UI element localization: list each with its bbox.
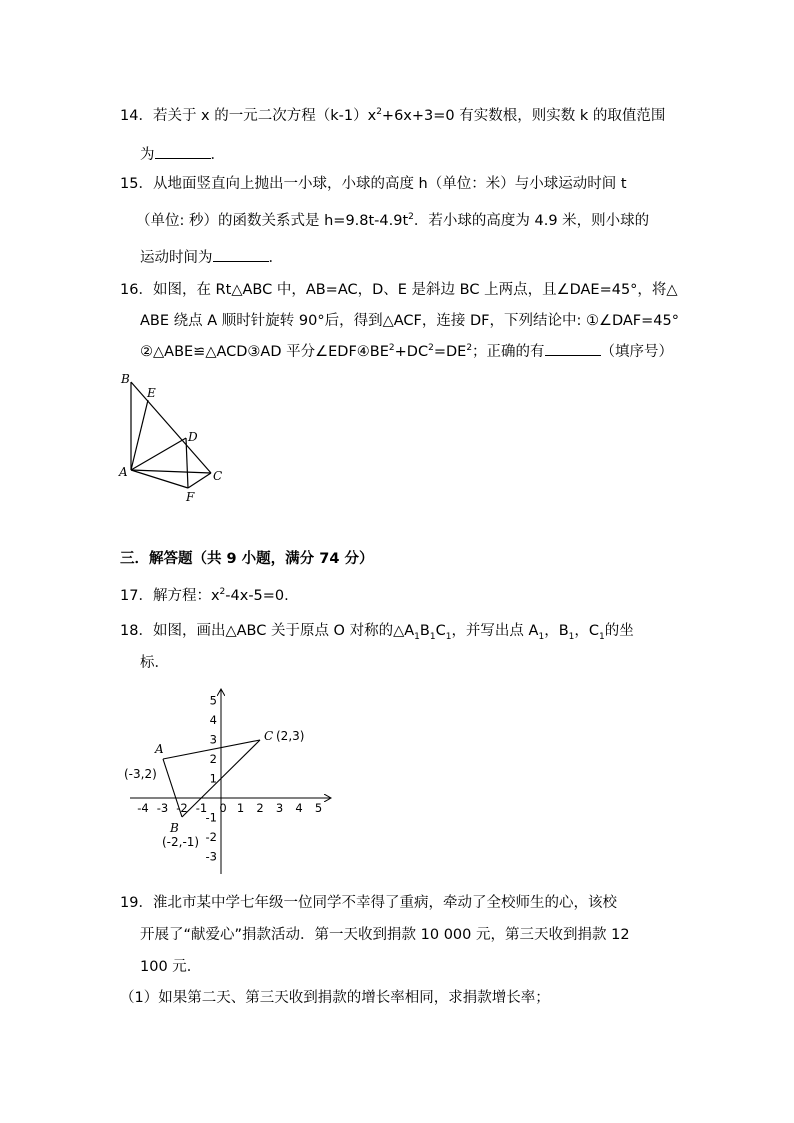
q14-line2: 为 ．	[140, 144, 225, 165]
point-c-label: C	[264, 729, 274, 743]
label-a: A	[119, 465, 128, 479]
y-tick-label: 3	[209, 732, 217, 747]
answer-blank	[213, 247, 269, 262]
q17-number: 17．	[120, 588, 153, 604]
label-d: D	[188, 430, 198, 444]
q16-line2: ABE 绕点 A 顺时针旋转 90°后，得到△ACF，连接 DF，下列结论中: ①∠DAF=45°	[140, 313, 679, 329]
x-tick-label: 2	[256, 801, 264, 815]
q16-triangle-figure	[116, 370, 236, 505]
q16-line1: 16．如图，在 Rt△ABC 中，AB=AC，D、E 是斜边 BC 上两点，且∠DAE=45°，将△	[120, 282, 678, 298]
q15-line3: 运动时间为 ．	[140, 247, 283, 268]
x-tick-label: -2	[176, 801, 188, 815]
q19-line3: 100 元．	[140, 959, 202, 975]
point-c-coord: (2,3)	[276, 729, 305, 743]
x-tick-label: 1	[236, 801, 245, 815]
q14-line1: 14．若关于 x 的一元二次方程$(k-1)x^2+6x+3=0$ 有实数根，则实数 k 的取值范围	[120, 107, 666, 124]
q19-number: 19．	[120, 895, 153, 911]
answer-blank	[545, 341, 601, 356]
section-title: 三．解答题（共 9 小题，满分 74 分）	[120, 551, 374, 567]
q16-line3: ②△ABE≌△ACD③AD 平分$\angle EDF④BE^2+DC^2=DE^2$；正确的有 （填序号）	[140, 341, 673, 362]
point-b-coord: (-2,-1)	[162, 835, 200, 849]
y-tick-label: 2	[209, 752, 217, 766]
q15-number: 15．	[120, 176, 153, 192]
x-tick-label: -3	[156, 801, 169, 815]
label-b: B	[121, 372, 130, 386]
q18-line2: 标．	[140, 655, 169, 671]
label-f: F	[186, 490, 195, 504]
x-tick-label: 4	[295, 801, 303, 815]
y-tick-label: 4	[209, 713, 217, 727]
y-tick-label: 1	[209, 771, 217, 786]
q19-sub1: （1）如果第二天、第三天收到捐款的增长率相同，求捐款增长率；	[120, 990, 550, 1006]
q18-coordinate-plane	[118, 684, 343, 879]
answer-blank	[155, 144, 211, 159]
q19-line2: 开展了“献爱心”捐款活动．第一天收到捐款 10 000 元，第三天收到捐款 12	[140, 927, 630, 943]
q18-number: 18．	[120, 623, 153, 639]
label-e: E	[147, 386, 156, 400]
x-tick-label: 0	[219, 801, 227, 815]
x-tick-label: -1	[195, 801, 208, 815]
y-tick-label: 5	[209, 693, 217, 708]
point-a-label: A	[155, 742, 164, 756]
y-tick-label: -3	[205, 849, 217, 864]
x-tick-label: 5	[314, 801, 323, 815]
point-a-coord: (-3,2)	[124, 767, 157, 781]
q17-line: 17．解方程：$x^2-4x-5=0$.	[120, 587, 289, 604]
q19-line1: 19．淮北市某中学七年级一位同学不幸得了重病，牵动了全校师生的心，该校	[120, 895, 617, 911]
x-tick-label: -4	[137, 801, 149, 815]
q18-line1: 18．如图，画出△ABC 关于原点 O 对称的$\triangle A_1B_1C_1$，并写出点 $A_1$，$B_1$，$C_1$的坐	[120, 623, 634, 642]
q15-line1: 15．从地面竖直向上抛出一小球，小球的高度 h（单位：米）与小球运动时间 t	[120, 176, 627, 192]
x-tick-label: 3	[275, 801, 284, 815]
q15-line2: （单位: 秒）的函数关系式是 $h=9.8t-4.9t^2$．若小球的高度为 4.9 米，则小球的	[136, 212, 650, 229]
y-tick-label: -2	[205, 830, 217, 844]
y-tick-label: -1	[205, 810, 217, 825]
q16-number: 16．	[120, 282, 153, 298]
point-b-label: B	[170, 821, 179, 835]
q14-number: 14．	[120, 108, 153, 124]
label-c: C	[213, 469, 223, 483]
